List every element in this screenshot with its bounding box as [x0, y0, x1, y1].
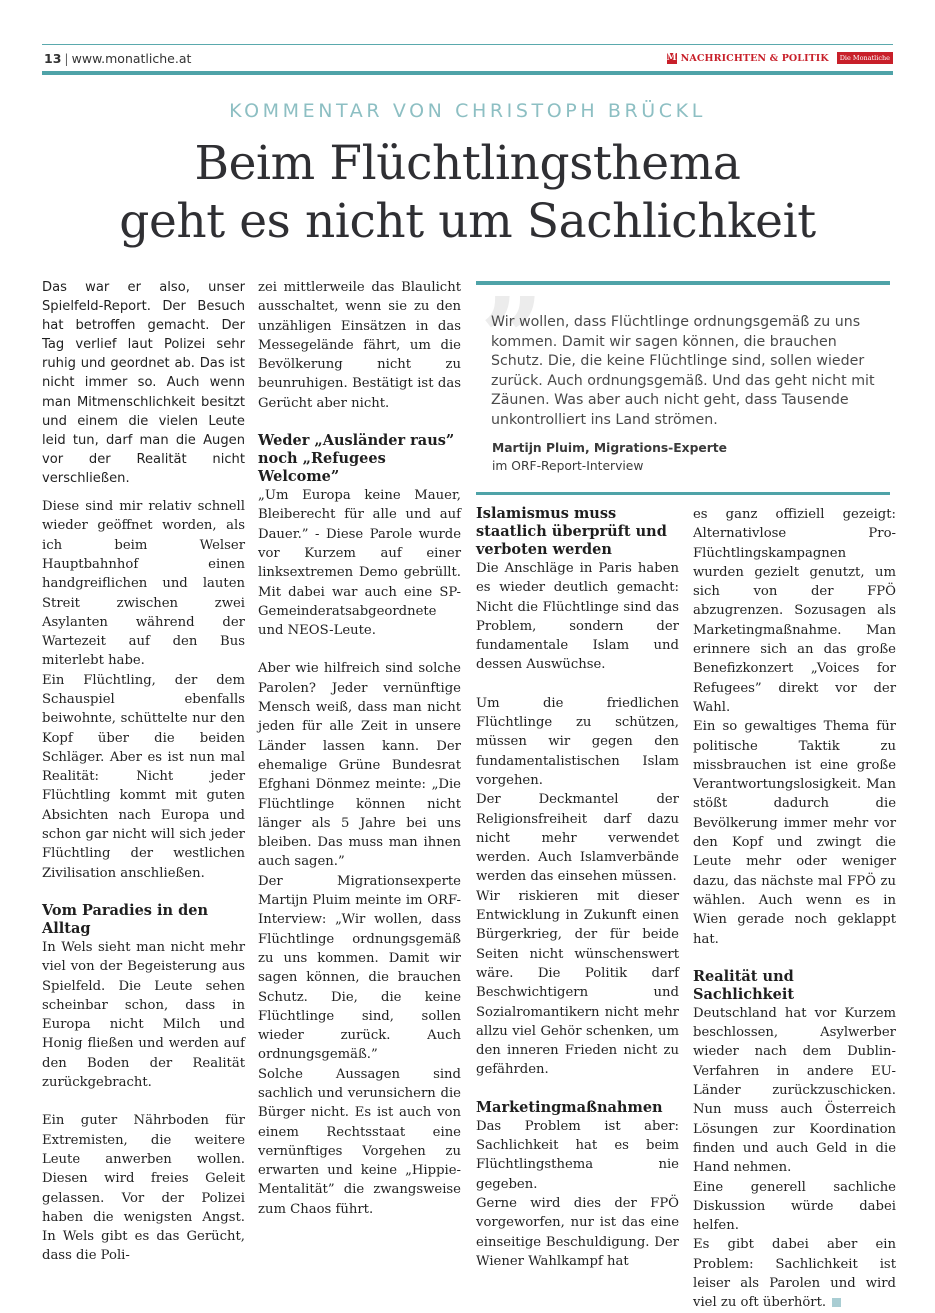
intro-paragraph: Das war er also, unser Spielfeld-Report. Der Besuch hat betroffen gemacht. Der Tag verlief laut Polizei sehr ruhig und geordnet ab. Das ist nicht immer so. Auch wenn man Mitmenschlichkeit besitzt und einem die vielen Leute leid tun, darf man die Augen vor der Realität nicht verschließen. [42, 280, 245, 486]
body-paragraph: Wir riskieren mit dieser Entwicklung in Zukunft einen Bürgerkrieg, der für beide Seiten nicht wünschenswert wäre. Die Politik darf Beschwichtigern und Sozialromantikern nicht mehr allzu viel Gehör schenken, um den inneren Frieden nicht zu gefährden. [476, 888, 679, 1078]
body-paragraph: Gerne wird dies der FPÖ vorgeworfen, nur ist das eine einseitige Beschuldigung. Der Wiener Wahlkampf hat [476, 1195, 679, 1269]
m-logo-icon: M [666, 52, 677, 63]
article-kicker: KOMMENTAR VON CHRISTOPH BRÜCKL [229, 100, 706, 122]
website-link[interactable]: www.monatliche.at [71, 51, 192, 66]
top-rule [42, 44, 893, 45]
body-paragraph: „Um Europa keine Mauer, Bleiberecht für alle und auf Dauer.” - Diese Parole wurde vor Kurzem auf einer linksextremen Demo gebrüllt. Mit dabei war auch eine SP-Gemeinderatsabgeordnete und NEOS-Leute. [258, 488, 461, 639]
body-paragraph: Um die friedlichen Flüchtlinge zu schützen, müssen wir gegen den fundamentalistischen Islam vorgehen. [476, 695, 679, 788]
body-paragraph: Aber wie hilfreich sind solche Parolen? Jeder vernünftige Mensch weiß, dass man nicht jeden für alle Zeit in unsere Länder lassen kann. Der ehemalige Grüne Bundesrat Efghani Dönmez meinte: „Die Flüchtlinge können nicht länger als 5 Jahre bei uns bleiben. Das muss man ihnen auch sagen.” [258, 661, 461, 870]
body-paragraph [693, 1235, 896, 1312]
subheading: Realität und Sachlichkeit [693, 967, 795, 1003]
body-paragraph: Ein Flüchtling, der dem Schauspiel ebenfalls beiwohnte, schüttelte nur den Kopf über die beiden Schläger. Aber es ist nun mal Realität: Nicht jeder Flüchtling kommt mit guten Absichten nach Europa und schon gar nicht will sich jeder Flüchtling der westlichen Zivilisation anschließen. [42, 672, 245, 881]
body-paragraph: Die Anschläge in Paris haben es wieder deutlich gemacht: Nicht die Flüchtlinge sind das Problem, sondern der fundamentale Islam und dessen Auswüchse. [476, 561, 679, 673]
quote-bottom-rule [476, 492, 890, 495]
subheading: Marketingmaßnahmen [476, 1098, 663, 1116]
header-accent-bar [42, 71, 893, 75]
column-2 [258, 278, 461, 1219]
column-4 [693, 505, 896, 1313]
body-paragraph: Der Migrationsexperte Martijn Pluim meinte im ORF-Interview: „Wir wollen, dass Flüchtlinge ordnungsgemäß zu uns kommen. Damit wir sagen können, die brauchen Schutz. Die, die keine Flüchtlinge sind, sollen wieder zurück. Auch ordnungsgemäß.” [258, 873, 461, 1063]
body-paragraph: es ganz offiziell gezeigt: Alternativlose Pro-Flüchtlingskampagnen wurden gezielt genutzt, um sich von der FPÖ abzugrenzen. Sozusagen als Marketingmaßnahme. Man erinnere sich an das große Benefizkonzert „Voices for Refugees” direkt vor der Wahl. [693, 507, 896, 715]
body-paragraph: Ein guter Nährboden für Extremisten, die weitere Leute anwerben wollen. Diesen wird freies Geleit gelassen. Vor der Polizei haben die wenigsten Angst. In Wels gibt es das Gerücht, dass die Poli- [42, 1113, 245, 1264]
headline-line-1: Beim Flüchtlingsthema [194, 136, 741, 191]
subheading: Vom Paradies in den Alltag [42, 901, 209, 937]
section-label: NACHRICHTEN & POLITIK [680, 52, 829, 64]
body-paragraph: Eine generell sachliche Diskussion würde dabei helfen. [693, 1179, 896, 1234]
article-headline [0, 135, 935, 251]
body-paragraph: Diese sind mir relativ schnell wieder geöffnet worden, als ich beim Welser Hauptbahnhof einen handgreiflichen und lauten Streit zwischen zwei Asylanten während der Wartezeit auf den Bus miterlebt habe. [42, 499, 245, 669]
quotation-mark-icon: ” [480, 273, 544, 402]
body-paragraph: In Wels sieht man nicht mehr viel von der Begeisterung aus Spielfeld. Die Leute sehen scheinbar schon, dass in Europa nicht Milch und Honig fließen und werden auf den Boden der Realität zurückgebracht. [42, 939, 245, 1091]
body-paragraph: zei mittlerweile das Blaulicht ausschaltet, wenn sie zu den unzähligen Einsätzen in das Messegelände fährt, um die Bevölkerung nicht zu beunruhigen. Bestätigt ist das Gerücht aber nicht. [258, 280, 461, 411]
closing-text: Es gibt dabei aber ein Problem: Sachlichkeit ist leiser als Parolen und wird viel zu oft überhört. [693, 1237, 896, 1311]
body-paragraph: Deutschland hat vor Kurzem beschlossen, Asylwerber wieder nach dem Dublin-Verfahren in andere EU-Länder zurückzuschicken. Nun muss auch Österreich Lösungen zur Koordination finden und auch Geld in die Hand nehmen. [693, 1005, 896, 1176]
subheading: Weder „Ausländer raus” noch „Refugees Welcome” [258, 432, 455, 486]
quote-source: im ORF-Report-Interview [492, 459, 644, 473]
pull-quote [476, 273, 890, 495]
section-tag [667, 52, 893, 64]
brand-logo: Die Monatliche [837, 52, 893, 64]
headline-line-2: geht es nicht um Sachlichkeit [119, 194, 816, 249]
page-number: 13 [44, 51, 62, 66]
column-3 [476, 505, 679, 1271]
quote-author: Martijn Pluim, Migrations-Experte [492, 441, 727, 455]
body-paragraph: Der Deckmantel der Religionsfreiheit darf dazu nicht mehr verwendet werden. Auch Islamverbände werden das einsehen müssen. [476, 792, 679, 885]
body-paragraph: Ein so gewaltiges Thema für politische Taktik zu missbrauchen ist eine große Verantwortungslosigkeit. Man stößt dadurch die Bevölkerung immer mehr vor den Kopf und zwingt die Leute mehr oder weniger dazu, das nächste mal FPÖ zu wählen. Auch wenn es in Wien gerade noch geklappt hat. [693, 719, 896, 947]
body-paragraph: Das Problem ist aber: Sachlichkeit hat es beim Flüchtlingsthema nie gegeben. [476, 1118, 679, 1192]
body-paragraph: Solche Aussagen sind sachlich und verunsichern die Bürger nicht. Es ist auch von einem Rechtsstaat eine vernünftiges Vorgehen zu erwarten und keine „Hippie-Mentalität” die zwangsweise zum Chaos führt. [258, 1066, 461, 1217]
end-of-article-icon [832, 1298, 841, 1307]
column-1 [42, 278, 245, 1266]
header-separator: | [64, 51, 69, 66]
page-info [44, 51, 191, 66]
quote-text: Wir wollen, dass Flüchtlinge ordnungsgemäß zu uns kommen. Damit wir sagen können, die brauchen Schutz. Die, die keine Flüchtlinge sind, sollen wieder zurück. Auch ordnungsgemäß. Und das geht nicht mit Zäunen. Was aber auch nicht geht, dass Tausende unkontrolliert ins Land strömen. [491, 314, 875, 428]
subheading: Islamismus muss staatlich überprüft und verboten werden [476, 505, 667, 558]
page-header [42, 49, 893, 69]
